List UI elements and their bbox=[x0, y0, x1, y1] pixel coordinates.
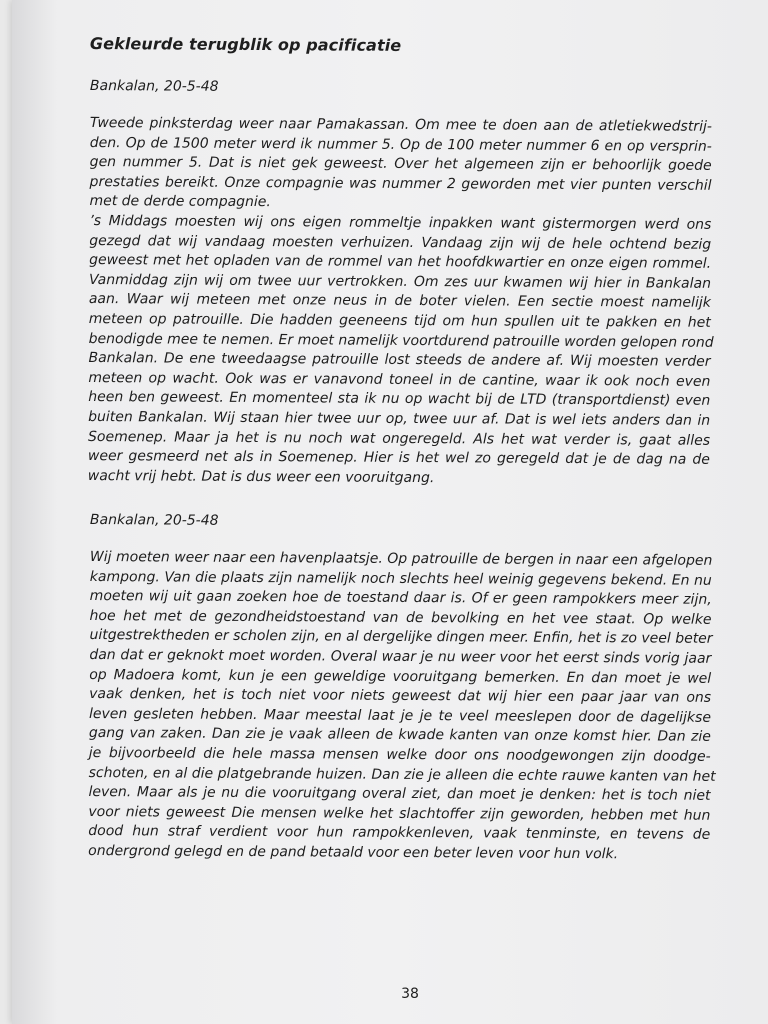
text-line: benodigde mee te nemen. Er moet namelijk voortdurend patrouille worden gelopen rond bbox=[88, 330, 714, 351]
text-line: dood hun straf verdient voor hun rampokkenleven, vaak tenminste, en tevens de bbox=[88, 823, 711, 844]
text-line: ondergrond gelegd en de pand betaald voor een beter leven voor hun volk. bbox=[88, 843, 619, 863]
text-line: den. Op de 1500 meter werd ik nummer 5. Op de 100 meter nummer 6 en op versprin- bbox=[89, 134, 712, 155]
page-content bbox=[87, 34, 716, 863]
text-line: voor niets geweest Die mensen welke het slachtoffer zijn geworden, hebben met hun bbox=[88, 803, 711, 824]
entry-dateline-1: Bankalan, 20-5-48 bbox=[89, 78, 219, 95]
text-line: Bankalan. De ene tweedaagse patrouille lost steeds de andere af. Wij moesten verder bbox=[88, 350, 711, 370]
text-line: ’s Middags moesten wij ons eigen rommeltje inpakken want gistermorgen werd ons bbox=[89, 212, 712, 233]
text-line: aan. Waar wij meteen met onze neus in de boter vielen. Een sectie moest namelijk bbox=[88, 291, 711, 312]
text-line: gezegd dat wij vandaag moesten verhuizen. Vandaag zijn wij de hele ochtend bezig bbox=[89, 232, 712, 253]
entry-dateline-2: Bankalan, 20-5-48 bbox=[89, 512, 219, 530]
text-line: schoten, en al die platgebrande huizen. Dan zie je alleen die echte rauwe kanten van het bbox=[88, 764, 716, 785]
text-line: dan dat er geknokt moet worden. Overal waar je nu weer voor het eerst sinds vorig jaar bbox=[89, 647, 712, 668]
text-line: gang van zaken. Dan zie je vaak alleen de kwade kanten van onze komst hier. Dan zie bbox=[88, 725, 711, 746]
text-line: moeten wij uit gaan zoeken hoe de toestand daar is. Of er geen rampokkers meer zijn, bbox=[89, 588, 712, 609]
chapter-title: Gekleurde terugblik op pacificatie bbox=[89, 34, 402, 55]
text-line: leven gesleten hebben. Maar meestal laat je je te veel meeslepen door de dagelijkse bbox=[88, 706, 712, 726]
text-line: Wij moeten weer naar een havenplaatsje. Op patrouille de bergen in naar een afgelopen bbox=[89, 549, 713, 570]
text-line: je bijvoorbeeld die hele massa mensen welke door ons noodgewongen zijn doodge- bbox=[88, 745, 711, 766]
book-page bbox=[12, 0, 768, 1024]
text-line: Vanmiddag zijn wij om twee uur vertrokken. Om zes uur kwamen wij hier in Bankalan bbox=[88, 271, 712, 292]
text-line: heen ben geweest. En momenteel sta ik nu op wacht bij de LTD (transportdienst) even bbox=[88, 389, 711, 410]
text-line: gen nummer 5. Dat is niet gek geweest. Over het algemeen zijn er behoorlijk goede bbox=[89, 154, 712, 174]
text-line: Soemenep. Maar ja het is nu noch wat ongeregeld. Als het wat verder is, gaat alles bbox=[87, 428, 711, 449]
diary-entry-2 bbox=[88, 512, 716, 863]
text-line: meteen op wacht. Ook was er vanavond toneel in de cantine, waar ik ook noch even bbox=[88, 369, 711, 390]
page-number: 38 bbox=[401, 986, 419, 1002]
text-line: weer gesmeerd net als in Soemenep. Hier is het wel zo geregeld dat je de dag na de bbox=[87, 448, 710, 468]
text-line: vaak denken, het is toch niet voor niets geweest dat wij hier een paar jaar van ons bbox=[89, 686, 712, 707]
text-line: meteen op patrouille. Die hadden geeneens tijd om hun spullen uit te pakken en het bbox=[88, 310, 711, 331]
text-line: geweest met het opladen van de rommel van het hoofdkwartier en onze eigen rommel. bbox=[89, 252, 712, 272]
text-line: wacht vrij hebt. Dat is dus weer een vooruitgang. bbox=[87, 467, 435, 486]
text-line: hoe het met de gezondheidstoestand van de bevolking en het vee staat. Op welke bbox=[89, 608, 712, 628]
text-line: kampong. Van die plaats zijn namelijk noch slechts heel weinig gegevens bekend. En nu bbox=[89, 568, 712, 589]
diary-entry-1 bbox=[87, 78, 714, 486]
entry-text-1 bbox=[88, 114, 712, 490]
text-line: prestaties bereikt. Onze compagnie was nummer 2 geworden met vier punten verschil bbox=[89, 173, 712, 194]
text-line: op Madoera komt, kun je een geweldige vooruitgang bemerken. En dan moet je wel bbox=[89, 666, 712, 687]
text-line: leven. Maar als je nu die vooruitgang overal ziet, dan moet je denken: het is toch niet bbox=[88, 784, 711, 805]
text-line: Tweede pinksterdag weer naar Pamakassan. Om mee te doen aan de atletiekwedstrij- bbox=[89, 114, 712, 135]
text-line: met de derde compagnie. bbox=[89, 193, 271, 211]
text-line: buiten Bankalan. Wij staan hier twee uur op, twee uur af. Dat is wel iets anders dan in bbox=[88, 408, 711, 429]
entry-text-2 bbox=[88, 548, 716, 865]
text-line: uitgestrektheden er scholen zijn, en al dergelijke dingen meer. Enfin, het is zo veel beter bbox=[89, 627, 713, 648]
